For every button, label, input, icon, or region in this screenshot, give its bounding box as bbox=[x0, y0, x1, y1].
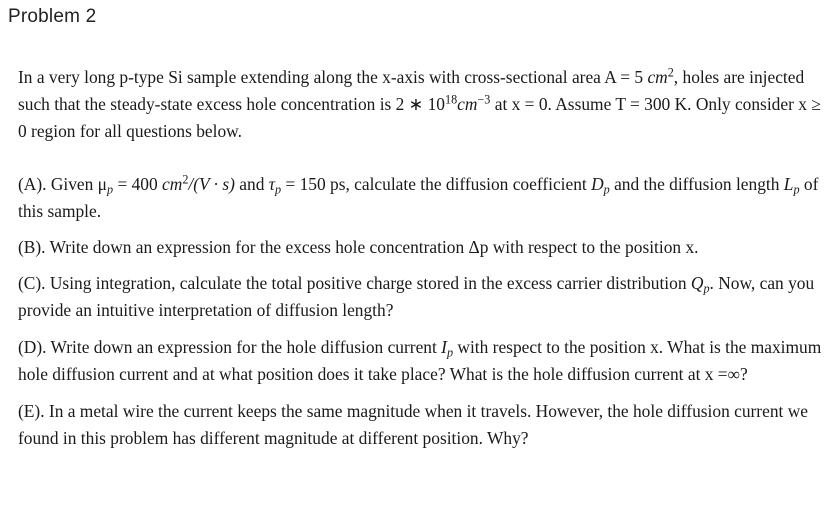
mobility-unit-rest: /(V · s) bbox=[188, 174, 235, 194]
current-subscript: p bbox=[446, 345, 454, 360]
part-d-paragraph bbox=[18, 334, 832, 388]
diffusion-coefficient-symbol: D bbox=[591, 174, 604, 194]
part-a-text-2: = 400 bbox=[113, 174, 163, 194]
concentration-unit-exponent: −3 bbox=[477, 92, 491, 107]
diffusion-length-symbol: L bbox=[783, 174, 794, 194]
part-a-text-5: and the diffusion length bbox=[609, 174, 784, 194]
part-c-paragraph bbox=[18, 270, 832, 324]
diffusion-coefficient-subscript: p bbox=[603, 182, 610, 197]
charge-symbol: Q bbox=[690, 273, 704, 293]
mobility-unit: cm bbox=[162, 174, 183, 194]
part-a-text-4: = 150 ps, calculate the diffusion coefficient bbox=[281, 174, 592, 194]
lifetime-symbol: τ bbox=[268, 174, 275, 194]
charge-subscript: p bbox=[703, 281, 710, 296]
part-a-text-3: and bbox=[234, 174, 269, 194]
diffusion-length-subscript: p bbox=[793, 182, 800, 197]
lifetime-subscript: p bbox=[274, 182, 282, 197]
intro-text-2: , holes are injected such that the steady-state excess hole concentration is 2 ∗ 10 bbox=[18, 67, 805, 114]
mobility-subscript: p bbox=[107, 182, 114, 197]
part-c-text-2: . Now, can you provide an intuitive interpretation of diffusion length? bbox=[18, 273, 815, 320]
intro-text-3: at x = 0. Assume T = 300 K. Only consider x ≥ 0 region for all questions below. bbox=[18, 94, 821, 141]
intro-paragraph bbox=[18, 64, 832, 145]
part-a-text-1: (A). Given μ bbox=[18, 174, 108, 194]
intro-text-1: In a very long p-type Si sample extending along the x-axis with cross-sectional area A = 5 bbox=[18, 67, 648, 87]
part-d-text-1: (D). Write down an expression for the hole diffusion current bbox=[18, 337, 442, 357]
area-unit: cm bbox=[647, 67, 668, 87]
part-d-text-2: with respect to the position x. What is the maximum hole diffusion current and at what position does it take place? What is the hole diffusion current at x =∞? bbox=[18, 337, 822, 384]
current-symbol: I bbox=[441, 337, 447, 357]
mobility-unit-exponent: 2 bbox=[182, 172, 189, 187]
problem-body bbox=[18, 64, 832, 452]
part-a-text-6: of this sample. bbox=[18, 174, 819, 221]
part-c-text-1: (C). Using integration, calculate the total positive charge stored in the excess carrier distribution bbox=[18, 273, 691, 293]
concentration-exponent: 18 bbox=[445, 92, 458, 107]
concentration-unit: cm bbox=[457, 94, 478, 114]
part-a-paragraph bbox=[18, 171, 832, 225]
problem-title: Problem 2 bbox=[8, 6, 97, 27]
part-b-paragraph: (B). Write down an expression for the excess hole concentration Δp with respect to the position x. bbox=[18, 237, 699, 257]
part-e-paragraph: (E). In a metal wire the current keeps the same magnitude when it travels. However, the hole diffusion current we found in this problem has different magnitude at different position. Why? bbox=[18, 401, 808, 448]
area-exponent: 2 bbox=[667, 65, 674, 80]
